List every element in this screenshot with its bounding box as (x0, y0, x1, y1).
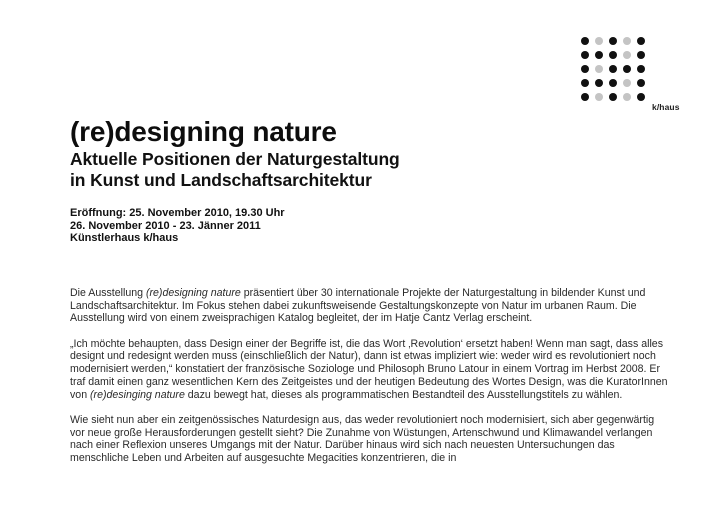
paragraph-3 (70, 414, 670, 465)
exhibition-dates: 26. November 2010 - 23. Jänner 2011 (70, 219, 261, 232)
logo-dot-icon (581, 37, 589, 45)
paragraph-text: präsentiert über 30 internationale Projekte der Naturgestaltung in bildender Kunst und Landschaftsarchitektur. Im Fokus stehen dabei zukunftsweisende Gestaltungskonzepte von Natur im urbanen Raum. Die Ausstellung wird von einem zweisprachigen Katalog begleitet, der im Hatje Cantz Verlag erscheint. (70, 287, 646, 325)
logo-text: k/haus (652, 102, 680, 112)
logo-dot-icon (595, 65, 603, 73)
k-haus-logo (581, 37, 651, 107)
dot-grid-logo-icon (581, 37, 651, 107)
logo-dot-icon (609, 37, 617, 45)
opening-date: Eröffnung: 25. November 2010, 19.30 Uhr (70, 207, 285, 219)
venue: Künstlerhaus k/haus (70, 232, 179, 244)
logo-dot-icon (595, 51, 603, 59)
paragraph-text: „Ich möchte behaupten, dass Design einer der Begriffe ist, die das Wort ‚Revolution‘ ersetzt haben! Wenn man sagt, dass alles designt und redesignt werden muss (einschließlich der Natur), dann ist etwas impliziert wie: weder wird es revolutioniert noch modernisiert werden,“ konstatiert der französische Soziologe und Philosoph Bruno Latour in einem Vortrag im Herbst 2008. Er traf damit einen ganz wesentlichen Kern des Zeitgeistes und der heutigen Bedeutung des Wortes Design, was die KuratorInnen von (70, 337, 668, 401)
logo-dot-icon (595, 37, 603, 45)
logo-dot-icon (581, 51, 589, 59)
event-info (70, 207, 285, 245)
logo-dot-icon (637, 93, 645, 101)
logo-dot-icon (609, 93, 617, 101)
exhibition-title-italic: (re)designing nature (145, 287, 241, 299)
logo-dot-icon (609, 51, 617, 59)
logo-dot-icon (637, 37, 645, 45)
paragraph-1 (70, 287, 670, 325)
logo-dot-icon (581, 65, 589, 73)
logo-dot-icon (637, 65, 645, 73)
logo-dot-icon (581, 79, 589, 87)
logo-dot-icon (581, 93, 589, 101)
paragraph-text: Die Ausstellung (70, 287, 146, 299)
subtitle-line-2: in Kunst und Landschaftsarchitektur (70, 170, 372, 190)
subtitle-line-1: Aktuelle Positionen der Naturgestaltung (70, 149, 400, 169)
page-title: (re)designing nature (70, 116, 337, 147)
paragraph-text: dazu bewegt hat, dieses als programmatischen Bestandteil des Ausstellungstitels zu wählen. (184, 388, 623, 401)
paragraph-text: Wie sieht nun aber ein zeitgenössisches Naturdesign aus, das weder revolutioniert noch modernisiert, sich aber gegenwärtig vor neue große Herausforderungen gestellt sieht? Die Zunahme von Wüstungen, Artenschwund und Klimawandel verlangen nach einer Reflexion unseres Umgangs mit der Natur. Darüber hinaus wird sich nach neuesten Untersuchungen das menschliche Leben und Arbeiten auf ausgesuchte Megacities konzentrieren, die in (70, 413, 655, 464)
logo-dot-icon (637, 79, 645, 87)
logo-dot-icon (609, 65, 617, 73)
logo-dot-icon (609, 79, 617, 87)
logo-dot-icon (595, 79, 603, 87)
logo-dot-icon (623, 93, 631, 101)
logo-dot-icon (637, 51, 645, 59)
logo-dot-icon (623, 79, 631, 87)
logo-dot-icon (595, 93, 603, 101)
logo-dot-icon (623, 37, 631, 45)
paragraph-2 (70, 338, 670, 402)
logo-dot-icon (623, 65, 631, 73)
page-subtitle (70, 149, 400, 191)
body-text (70, 287, 670, 477)
exhibition-title-italic: (re)desinging nature (90, 388, 185, 401)
logo-dot-icon (623, 51, 631, 59)
